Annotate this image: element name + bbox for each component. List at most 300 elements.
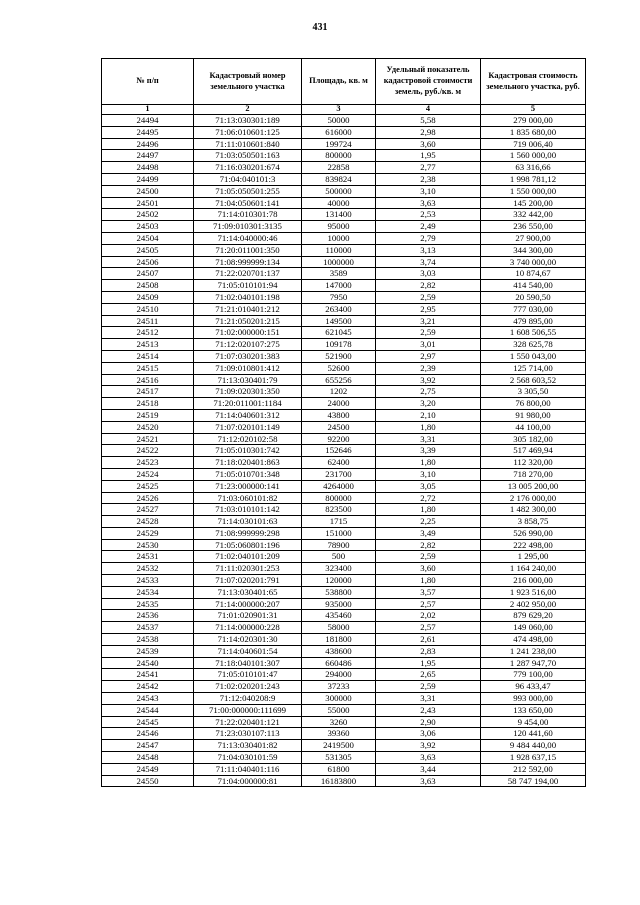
cadastral-value-cell: 1 164 240,00 xyxy=(481,563,586,575)
cadastral-number-cell: 71:13:030401:65 xyxy=(194,586,302,598)
row-number-cell: 24504 xyxy=(102,232,194,244)
row-number-cell: 24501 xyxy=(102,197,194,209)
cadastral-number-cell: 71:08:999999:134 xyxy=(194,256,302,268)
row-number-cell: 24549 xyxy=(102,763,194,775)
unit-value-cell: 3,39 xyxy=(376,445,481,457)
row-number-cell: 24512 xyxy=(102,327,194,339)
cadastral-value-cell: 1 560 000,00 xyxy=(481,150,586,162)
cadastral-value-cell: 779 100,00 xyxy=(481,669,586,681)
row-number-cell: 24547 xyxy=(102,740,194,752)
row-number-cell: 24514 xyxy=(102,350,194,362)
unit-value-cell: 3,31 xyxy=(376,433,481,445)
table-row xyxy=(102,421,586,433)
cadastral-value-cell: 777 030,00 xyxy=(481,303,586,315)
row-number-cell: 24522 xyxy=(102,445,194,457)
cadastral-number-cell: 71:13:030301:189 xyxy=(194,115,302,127)
cadastral-number-cell: 71:23:000000:141 xyxy=(194,480,302,492)
row-number-cell: 24537 xyxy=(102,622,194,634)
row-number-cell: 24548 xyxy=(102,752,194,764)
table-row xyxy=(102,350,586,362)
area-cell: 55000 xyxy=(302,704,376,716)
row-number-cell: 24545 xyxy=(102,716,194,728)
column-number: 3 xyxy=(302,105,376,115)
area-cell: 2419500 xyxy=(302,740,376,752)
cadastral-value-cell: 63 316,66 xyxy=(481,162,586,174)
table-row xyxy=(102,669,586,681)
unit-value-cell: 3,01 xyxy=(376,339,481,351)
unit-value-cell: 2,59 xyxy=(376,327,481,339)
table-row xyxy=(102,221,586,233)
unit-value-cell: 2,95 xyxy=(376,303,481,315)
table-row xyxy=(102,256,586,268)
row-number-cell: 24513 xyxy=(102,339,194,351)
column-number: 1 xyxy=(102,105,194,115)
cadastral-value-cell: 10 874,67 xyxy=(481,268,586,280)
cadastral-number-cell: 71:04:030101:59 xyxy=(194,752,302,764)
row-number-cell: 24499 xyxy=(102,173,194,185)
row-number-cell: 24508 xyxy=(102,280,194,292)
row-number-cell: 24494 xyxy=(102,115,194,127)
cadastral-number-cell: 71:09:010801:412 xyxy=(194,362,302,374)
table-row xyxy=(102,315,586,327)
cadastral-number-cell: 71:03:060101:82 xyxy=(194,492,302,504)
row-number-cell: 24505 xyxy=(102,244,194,256)
cadastral-value-cell: 2 402 950,00 xyxy=(481,598,586,610)
unit-value-cell: 3,03 xyxy=(376,268,481,280)
cadastral-value-cell: 1 241 238,00 xyxy=(481,645,586,657)
row-number-cell: 24497 xyxy=(102,150,194,162)
unit-value-cell: 1,80 xyxy=(376,421,481,433)
row-number-cell: 24533 xyxy=(102,575,194,587)
unit-value-cell: 3,60 xyxy=(376,138,481,150)
table-row xyxy=(102,115,586,127)
unit-value-cell: 2,02 xyxy=(376,610,481,622)
area-cell: 660486 xyxy=(302,657,376,669)
table-row xyxy=(102,398,586,410)
cadastral-value-cell: 1 928 637,15 xyxy=(481,752,586,764)
cadastral-value-cell: 305 182,00 xyxy=(481,433,586,445)
row-number-cell: 24506 xyxy=(102,256,194,268)
table-row xyxy=(102,681,586,693)
table-row xyxy=(102,610,586,622)
cadastral-number-cell: 71:03:010101:142 xyxy=(194,504,302,516)
unit-value-cell: 3,49 xyxy=(376,527,481,539)
unit-value-cell: 2,75 xyxy=(376,386,481,398)
table-header-row xyxy=(102,59,586,105)
cadastral-value-cell: 58 747 194,00 xyxy=(481,775,586,787)
cadastral-value-cell: 1 295,00 xyxy=(481,551,586,563)
header-unit-value: Удельный показатель кадастровой стоимости земель, руб./кв. м xyxy=(376,59,481,105)
cadastral-value-table xyxy=(101,58,586,787)
cadastral-number-cell: 71:11:010601:840 xyxy=(194,138,302,150)
table-row xyxy=(102,173,586,185)
cadastral-number-cell: 71:14:030101:63 xyxy=(194,516,302,528)
cadastral-number-cell: 71:18:020401:863 xyxy=(194,457,302,469)
unit-value-cell: 3,10 xyxy=(376,185,481,197)
unit-value-cell: 1,80 xyxy=(376,504,481,516)
cadastral-number-cell: 71:02:000000:151 xyxy=(194,327,302,339)
area-cell: 40000 xyxy=(302,197,376,209)
area-cell: 800000 xyxy=(302,150,376,162)
table-row xyxy=(102,716,586,728)
cadastral-number-cell: 71:14:020301:30 xyxy=(194,634,302,646)
unit-value-cell: 2,38 xyxy=(376,173,481,185)
cadastral-value-cell: 1 287 947,70 xyxy=(481,657,586,669)
row-number-cell: 24527 xyxy=(102,504,194,516)
area-cell: 120000 xyxy=(302,575,376,587)
cadastral-value-cell: 216 000,00 xyxy=(481,575,586,587)
area-cell: 1715 xyxy=(302,516,376,528)
area-cell: 110000 xyxy=(302,244,376,256)
table-row xyxy=(102,197,586,209)
unit-value-cell: 2,82 xyxy=(376,539,481,551)
row-number-cell: 24520 xyxy=(102,421,194,433)
table-row xyxy=(102,752,586,764)
table-row xyxy=(102,409,586,421)
area-cell: 1202 xyxy=(302,386,376,398)
cadastral-number-cell: 71:16:030201:674 xyxy=(194,162,302,174)
cadastral-value-cell: 2 568 603,52 xyxy=(481,374,586,386)
area-cell: 4264000 xyxy=(302,480,376,492)
cadastral-value-cell: 1 608 506,55 xyxy=(481,327,586,339)
table-row xyxy=(102,527,586,539)
unit-value-cell: 3,92 xyxy=(376,740,481,752)
page-number: 431 xyxy=(312,22,328,33)
row-number-cell: 24516 xyxy=(102,374,194,386)
unit-value-cell: 3,63 xyxy=(376,197,481,209)
cadastral-number-cell: 71:04:000000:81 xyxy=(194,775,302,787)
column-number-row xyxy=(102,105,586,115)
area-cell: 231700 xyxy=(302,468,376,480)
cadastral-value-cell: 718 270,00 xyxy=(481,468,586,480)
row-number-cell: 24502 xyxy=(102,209,194,221)
table-row xyxy=(102,740,586,752)
area-cell: 7950 xyxy=(302,291,376,303)
row-number-cell: 24517 xyxy=(102,386,194,398)
unit-value-cell: 2,97 xyxy=(376,350,481,362)
row-number-cell: 24539 xyxy=(102,645,194,657)
unit-value-cell: 2,25 xyxy=(376,516,481,528)
cadastral-value-cell: 222 498,00 xyxy=(481,539,586,551)
row-number-cell: 24538 xyxy=(102,634,194,646)
row-number-cell: 24546 xyxy=(102,728,194,740)
area-cell: 823500 xyxy=(302,504,376,516)
header-cadastral-value: Кадастровая стоимость земельного участка, руб. xyxy=(481,59,586,105)
row-number-cell: 24498 xyxy=(102,162,194,174)
table-row xyxy=(102,303,586,315)
unit-value-cell: 2,57 xyxy=(376,598,481,610)
area-cell: 294000 xyxy=(302,669,376,681)
table-row xyxy=(102,563,586,575)
table-row xyxy=(102,693,586,705)
cadastral-number-cell: 71:12:040208:9 xyxy=(194,693,302,705)
area-cell: 621045 xyxy=(302,327,376,339)
cadastral-value-cell: 1 923 516,00 xyxy=(481,586,586,598)
row-number-cell: 24515 xyxy=(102,362,194,374)
row-number-cell: 24536 xyxy=(102,610,194,622)
unit-value-cell: 3,13 xyxy=(376,244,481,256)
table-row xyxy=(102,445,586,457)
cadastral-number-cell: 71:20:011001:1184 xyxy=(194,398,302,410)
area-cell: 43800 xyxy=(302,409,376,421)
unit-value-cell: 3,63 xyxy=(376,775,481,787)
area-cell: 149500 xyxy=(302,315,376,327)
table-row xyxy=(102,575,586,587)
cadastral-number-cell: 71:14:000000:228 xyxy=(194,622,302,634)
area-cell: 531305 xyxy=(302,752,376,764)
unit-value-cell: 1,95 xyxy=(376,657,481,669)
row-number-cell: 24535 xyxy=(102,598,194,610)
cadastral-number-cell: 71:05:050501:255 xyxy=(194,185,302,197)
cadastral-number-cell: 71:13:030401:79 xyxy=(194,374,302,386)
cadastral-number-cell: 71:14:040000:46 xyxy=(194,232,302,244)
table-row xyxy=(102,232,586,244)
cadastral-value-cell: 3 858,75 xyxy=(481,516,586,528)
row-number-cell: 24541 xyxy=(102,669,194,681)
row-number-cell: 24510 xyxy=(102,303,194,315)
area-cell: 1000000 xyxy=(302,256,376,268)
area-cell: 3589 xyxy=(302,268,376,280)
cadastral-value-cell: 993 000,00 xyxy=(481,693,586,705)
cadastral-value-cell: 149 060,00 xyxy=(481,622,586,634)
table-row xyxy=(102,468,586,480)
table-row xyxy=(102,209,586,221)
area-cell: 24500 xyxy=(302,421,376,433)
area-cell: 435460 xyxy=(302,610,376,622)
row-number-cell: 24509 xyxy=(102,291,194,303)
cadastral-value-cell: 3 305,50 xyxy=(481,386,586,398)
area-cell: 500 xyxy=(302,551,376,563)
row-number-cell: 24521 xyxy=(102,433,194,445)
area-cell: 181800 xyxy=(302,634,376,646)
cadastral-number-cell: 71:09:020301:350 xyxy=(194,386,302,398)
row-number-cell: 24507 xyxy=(102,268,194,280)
area-cell: 131400 xyxy=(302,209,376,221)
table-row xyxy=(102,280,586,292)
cadastral-value-cell: 96 433,47 xyxy=(481,681,586,693)
row-number-cell: 24519 xyxy=(102,409,194,421)
cadastral-number-cell: 71:02:020201:243 xyxy=(194,681,302,693)
row-number-cell: 24544 xyxy=(102,704,194,716)
unit-value-cell: 2,79 xyxy=(376,232,481,244)
area-cell: 438600 xyxy=(302,645,376,657)
header-cadastral-number: Кадастровый номер земельного участка xyxy=(194,59,302,105)
cadastral-number-cell: 71:04:050601:141 xyxy=(194,197,302,209)
row-number-cell: 24503 xyxy=(102,221,194,233)
cadastral-number-cell: 71:05:060801:196 xyxy=(194,539,302,551)
unit-value-cell: 3,74 xyxy=(376,256,481,268)
cadastral-number-cell: 71:05:010101:94 xyxy=(194,280,302,292)
cadastral-value-cell: 414 540,00 xyxy=(481,280,586,292)
cadastral-number-cell: 71:18:040101:307 xyxy=(194,657,302,669)
area-cell: 300000 xyxy=(302,693,376,705)
area-cell: 50000 xyxy=(302,115,376,127)
unit-value-cell: 2,59 xyxy=(376,681,481,693)
cadastral-value-cell: 1 835 680,00 xyxy=(481,126,586,138)
area-cell: 16183800 xyxy=(302,775,376,787)
unit-value-cell: 3,21 xyxy=(376,315,481,327)
cadastral-number-cell: 71:04:040101:3 xyxy=(194,173,302,185)
table-row xyxy=(102,433,586,445)
cadastral-value-cell: 145 200,00 xyxy=(481,197,586,209)
cadastral-number-cell: 71:13:030401:82 xyxy=(194,740,302,752)
area-cell: 58000 xyxy=(302,622,376,634)
cadastral-value-cell: 1 550 000,00 xyxy=(481,185,586,197)
row-number-cell: 24530 xyxy=(102,539,194,551)
cadastral-number-cell: 71:05:010301:742 xyxy=(194,445,302,457)
table-row xyxy=(102,492,586,504)
table-row xyxy=(102,291,586,303)
unit-value-cell: 2,10 xyxy=(376,409,481,421)
header-row-number: № п/п xyxy=(102,59,194,105)
unit-value-cell: 2,82 xyxy=(376,280,481,292)
cadastral-value-cell: 332 442,00 xyxy=(481,209,586,221)
unit-value-cell: 2,57 xyxy=(376,622,481,634)
area-cell: 500000 xyxy=(302,185,376,197)
row-number-cell: 24518 xyxy=(102,398,194,410)
cadastral-number-cell: 71:14:000000:207 xyxy=(194,598,302,610)
unit-value-cell: 2,49 xyxy=(376,221,481,233)
row-number-cell: 24526 xyxy=(102,492,194,504)
area-cell: 521900 xyxy=(302,350,376,362)
table-row xyxy=(102,138,586,150)
cadastral-value-cell: 125 714,00 xyxy=(481,362,586,374)
unit-value-cell: 2,77 xyxy=(376,162,481,174)
area-cell: 109178 xyxy=(302,339,376,351)
unit-value-cell: 2,59 xyxy=(376,291,481,303)
cadastral-value-cell: 9 484 440,00 xyxy=(481,740,586,752)
area-cell: 10000 xyxy=(302,232,376,244)
area-cell: 37233 xyxy=(302,681,376,693)
cadastral-value-cell: 236 550,00 xyxy=(481,221,586,233)
cadastral-number-cell: 71:07:030201:383 xyxy=(194,350,302,362)
row-number-cell: 24496 xyxy=(102,138,194,150)
row-number-cell: 24540 xyxy=(102,657,194,669)
area-cell: 263400 xyxy=(302,303,376,315)
area-cell: 147000 xyxy=(302,280,376,292)
cadastral-number-cell: 71:14:040601:54 xyxy=(194,645,302,657)
cadastral-value-cell: 1 550 043,00 xyxy=(481,350,586,362)
table-row xyxy=(102,386,586,398)
cadastral-value-cell: 9 454,00 xyxy=(481,716,586,728)
unit-value-cell: 3,10 xyxy=(376,468,481,480)
cadastral-value-cell: 133 650,00 xyxy=(481,704,586,716)
cadastral-number-cell: 71:22:020701:137 xyxy=(194,268,302,280)
area-cell: 935000 xyxy=(302,598,376,610)
table-row xyxy=(102,150,586,162)
table-row xyxy=(102,126,586,138)
table-row xyxy=(102,598,586,610)
cadastral-value-cell: 76 800,00 xyxy=(481,398,586,410)
area-cell: 24000 xyxy=(302,398,376,410)
unit-value-cell: 2,53 xyxy=(376,209,481,221)
table-row xyxy=(102,244,586,256)
row-number-cell: 24532 xyxy=(102,563,194,575)
table-row xyxy=(102,775,586,787)
row-number-cell: 24550 xyxy=(102,775,194,787)
cadastral-value-cell: 479 895,00 xyxy=(481,315,586,327)
row-number-cell: 24500 xyxy=(102,185,194,197)
cadastral-value-cell: 328 625,78 xyxy=(481,339,586,351)
cadastral-number-cell: 71:14:010301:78 xyxy=(194,209,302,221)
cadastral-number-cell: 71:02:040101:209 xyxy=(194,551,302,563)
table-row xyxy=(102,362,586,374)
area-cell: 323400 xyxy=(302,563,376,575)
cadastral-number-cell: 71:21:050201:215 xyxy=(194,315,302,327)
table-row xyxy=(102,480,586,492)
cadastral-value-cell: 112 320,00 xyxy=(481,457,586,469)
cadastral-number-cell: 71:07:020101:149 xyxy=(194,421,302,433)
row-number-cell: 24534 xyxy=(102,586,194,598)
row-number-cell: 24528 xyxy=(102,516,194,528)
unit-value-cell: 2,43 xyxy=(376,704,481,716)
cadastral-value-cell: 879 629,20 xyxy=(481,610,586,622)
cadastral-value-cell: 279 000,00 xyxy=(481,115,586,127)
area-cell: 616000 xyxy=(302,126,376,138)
area-cell: 78900 xyxy=(302,539,376,551)
cadastral-value-cell: 1 998 781,12 xyxy=(481,173,586,185)
table-row xyxy=(102,162,586,174)
area-cell: 61800 xyxy=(302,763,376,775)
table-row xyxy=(102,374,586,386)
cadastral-number-cell: 71:00:000000:111699 xyxy=(194,704,302,716)
row-number-cell: 24523 xyxy=(102,457,194,469)
area-cell: 655256 xyxy=(302,374,376,386)
table-row xyxy=(102,539,586,551)
cadastral-value-cell: 13 005 200,00 xyxy=(481,480,586,492)
cadastral-number-cell: 71:06:010601:125 xyxy=(194,126,302,138)
unit-value-cell: 3,57 xyxy=(376,586,481,598)
cadastral-value-cell: 44 100,00 xyxy=(481,421,586,433)
cadastral-value-cell: 517 469,94 xyxy=(481,445,586,457)
cadastral-number-cell: 71:05:010101:47 xyxy=(194,669,302,681)
cadastral-value-cell: 474 498,00 xyxy=(481,634,586,646)
table-row xyxy=(102,763,586,775)
unit-value-cell: 1,80 xyxy=(376,457,481,469)
cadastral-number-cell: 71:12:020102:58 xyxy=(194,433,302,445)
table-row xyxy=(102,622,586,634)
cadastral-value-cell: 719 006,40 xyxy=(481,138,586,150)
cadastral-value-cell: 2 176 000,00 xyxy=(481,492,586,504)
unit-value-cell: 2,90 xyxy=(376,716,481,728)
cadastral-number-cell: 71:22:020401:121 xyxy=(194,716,302,728)
row-number-cell: 24531 xyxy=(102,551,194,563)
row-number-cell: 24511 xyxy=(102,315,194,327)
cadastral-value-cell: 120 441,60 xyxy=(481,728,586,740)
table-row xyxy=(102,645,586,657)
cadastral-value-cell: 91 980,00 xyxy=(481,409,586,421)
cadastral-number-cell: 71:11:040401:116 xyxy=(194,763,302,775)
area-cell: 152646 xyxy=(302,445,376,457)
cadastral-number-cell: 71:11:020301:253 xyxy=(194,563,302,575)
table-row xyxy=(102,339,586,351)
cadastral-value-cell: 344 300,00 xyxy=(481,244,586,256)
cadastral-value-cell: 526 990,00 xyxy=(481,527,586,539)
cadastral-value-cell: 3 740 000,00 xyxy=(481,256,586,268)
row-number-cell: 24543 xyxy=(102,693,194,705)
cadastral-number-cell: 71:21:010401:212 xyxy=(194,303,302,315)
area-cell: 62400 xyxy=(302,457,376,469)
cadastral-number-cell: 71:01:020901:31 xyxy=(194,610,302,622)
cadastral-number-cell: 71:14:040601:312 xyxy=(194,409,302,421)
row-number-cell: 24524 xyxy=(102,468,194,480)
unit-value-cell: 2,72 xyxy=(376,492,481,504)
column-number: 5 xyxy=(481,105,586,115)
table-row xyxy=(102,516,586,528)
unit-value-cell: 3,92 xyxy=(376,374,481,386)
area-cell: 52600 xyxy=(302,362,376,374)
cadastral-value-cell: 27 900,00 xyxy=(481,232,586,244)
